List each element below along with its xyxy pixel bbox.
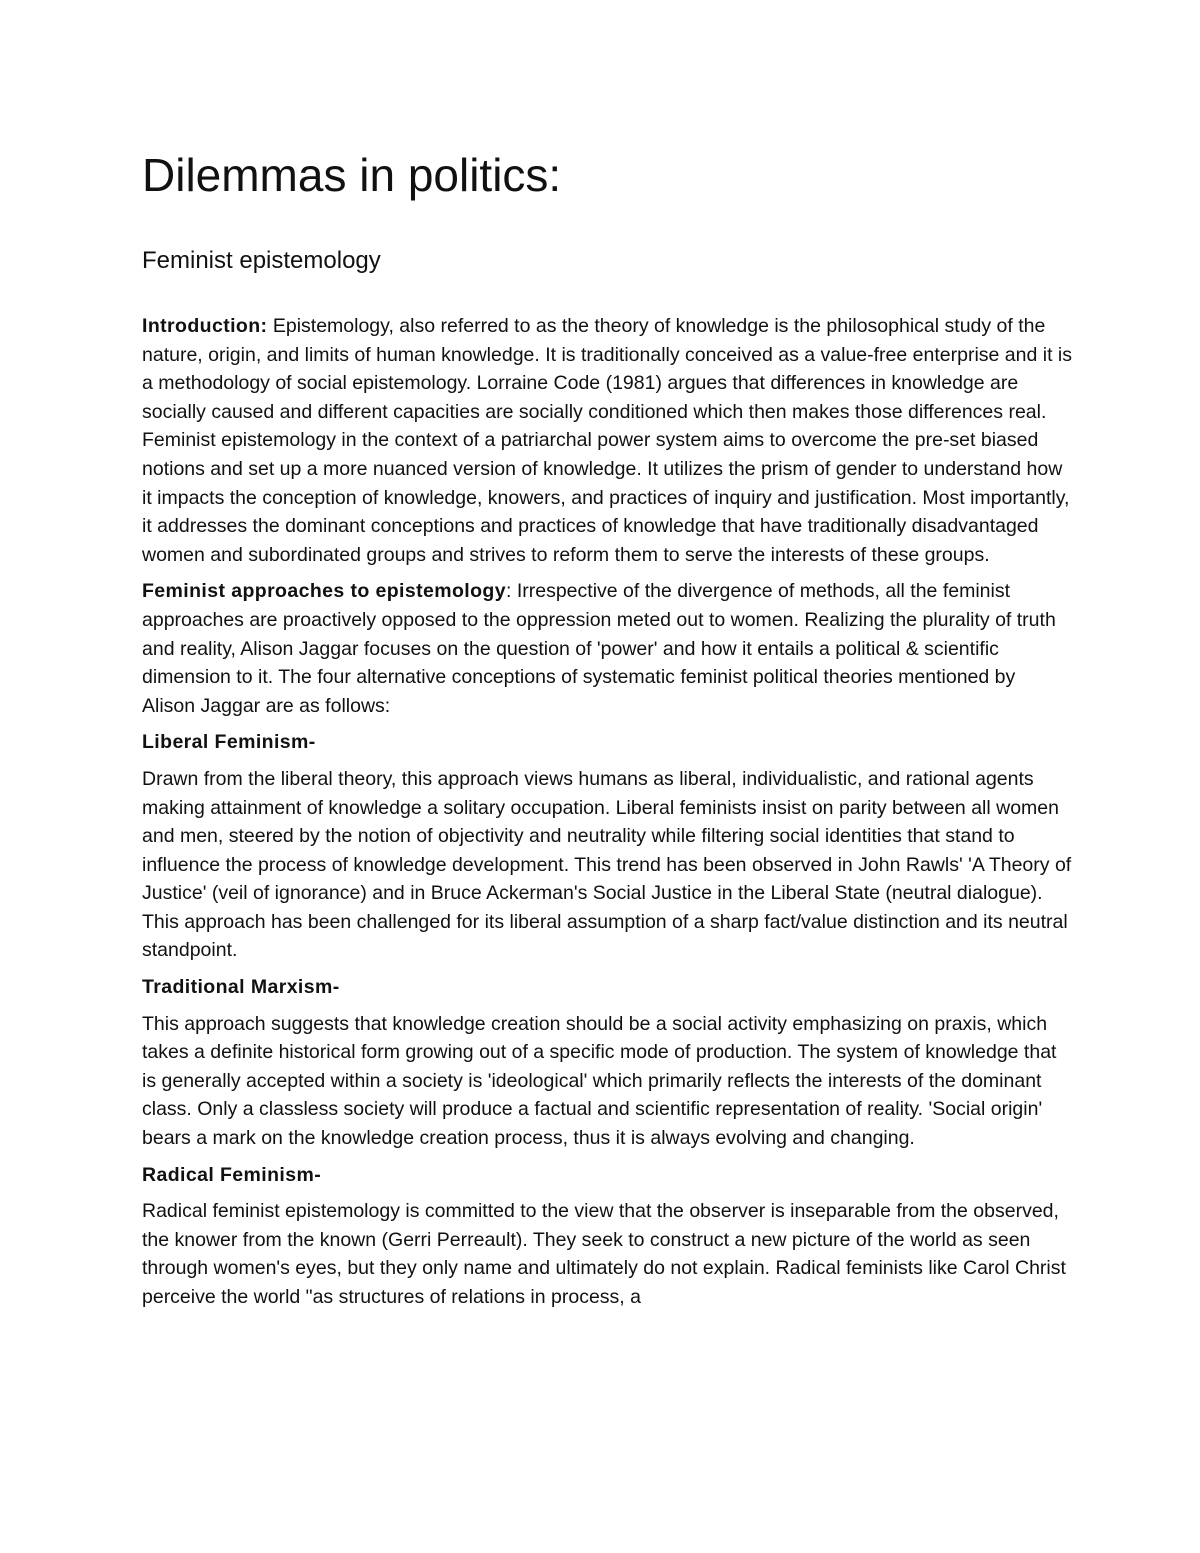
- section-introduction: [142, 312, 1072, 569]
- introduction-text: Epistemology, also referred to as the theory of knowledge is the philosophical study of the nature, origin, and limits of human knowledge. It is traditionally conceived as a value-free enterprise and it is a methodology of social epistemology. Lorraine Code (1981) argues that differences in knowledge are socially caused and different capacities are socially conditioned which then makes those differences real. Feminist epistemology in the context of a patriarchal power system aims to overcome the pre-set biased notions and set up a more nuanced version of knowledge. It utilizes the prism of gender to understand how it impacts the conception of knowledge, knowers, and practices of inquiry and justification. Most importantly, it addresses the dominant conceptions and practices of knowledge that have traditionally disadvantaged women and subordinated groups and strives to reform them to serve the interests of these groups.: [142, 315, 1072, 566]
- liberal-feminism-paragraph: Drawn from the liberal theory, this approach views humans as liberal, individualistic, and rational agents making attainment of knowledge a solitary occupation. Liberal feminists insist on parity between all women and men, steered by the notion of objectivity and neutrality while filtering social identities that stand to influence the process of knowledge development. This trend has been observed in John Rawls' 'A Theory of Justice' (veil of ignorance) and in Bruce Ackerman's Social Justice in the Liberal State (neutral dialogue). This approach has been challenged for its liberal assumption of a sharp fact/value distinction and its neutral standpoint.: [142, 767, 1072, 962]
- traditional-marxism-heading: Traditional Marxism-: [142, 976, 340, 999]
- feminist-approaches-text: : Irrespective of the divergence of methods, all the feminist approaches are proactively opposed to the oppression meted out to women. Realizing the plurality of truth and reality, Alison Jaggar focuses on the question of 'power' and how it entails a political & scientific dimension to it. The four alternative conceptions of systematic feminist political theories mentioned by Alison Jaggar are as follows:: [142, 580, 1056, 717]
- liberal-feminism-heading: Liberal Feminism-: [142, 731, 316, 754]
- introduction-paragraph: [142, 312, 1072, 569]
- document-page: [142, 140, 1072, 1312]
- introduction-label: Introduction:: [142, 315, 268, 337]
- radical-feminism-paragraph: Radical feminist epistemology is committed to the view that the observer is inseparable from the observed, the knower from the known (Gerri Perreault). They seek to construct a new picture of the world as seen through women's eyes, but they only name and ultimately do not explain. Radical feminists like Carol Christ perceive the world "as structures of relations in process, a: [142, 1200, 1066, 1308]
- document-title: Dilemmas in politics:: [142, 149, 562, 201]
- feminist-approaches-paragraph: [142, 577, 1072, 720]
- section-liberal-feminism: [142, 728, 1072, 965]
- section-traditional-marxism: [142, 973, 1072, 1153]
- section-feminist-approaches: [142, 577, 1072, 720]
- traditional-marxism-paragraph: This approach suggests that knowledge creation should be a social activity emphasizing on praxis, which takes a definite historical form growing out of a specific mode of production. The system of knowledge that is generally accepted within a society is 'ideological' which primarily reflects the interests of the dominant class. Only a classless society will produce a factual and scientific representation of reality. 'Social origin' bears a mark on the knowledge creation process, thus it is always evolving and changing.: [142, 1012, 1057, 1150]
- radical-feminism-heading: Radical Feminism-: [142, 1163, 322, 1186]
- section-radical-feminism: [142, 1161, 1072, 1312]
- feminist-approaches-label: Feminist approaches to epistemology: [142, 580, 506, 603]
- document-subtitle: Feminist epistemology: [142, 247, 381, 274]
